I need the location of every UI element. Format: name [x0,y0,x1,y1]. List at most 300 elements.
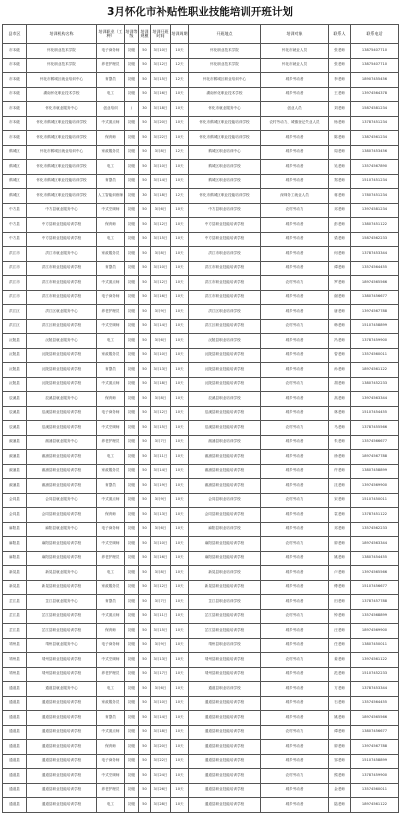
table-row [3,131,399,146]
cell-location: 洪江区职业技能培训学校 [189,319,261,334]
cell-occupation: 电工 [97,232,125,247]
cell-target: 怀化市就业人员 [261,44,329,59]
cell-start-date: 3月10日 [151,696,171,711]
cell-scale: 50 [139,725,151,740]
cell-start-date: 3月6日 [151,334,171,349]
cell-phone: 13574564455 [351,696,399,711]
cell-occupation: 电工 [97,450,125,465]
cell-contact: 高老师 [329,392,351,407]
cell-scale: 50 [139,435,151,450]
cell-occupation: 中式烹调师 [97,653,125,668]
cell-duration: 10天 [171,653,189,668]
cell-level: 初级 [125,435,139,450]
cell-location: 湖南怀化职业技术学校 [189,87,261,102]
cell-phone: 13807450011 [351,638,399,653]
table-row [3,740,399,755]
cell-target: 城乡劳动者 [261,522,329,537]
cell-scale: 50 [139,798,151,813]
cell-duration: 10天 [171,174,189,189]
table-row [3,203,399,218]
cell-contact: 胡老师 [329,377,351,392]
cell-target: 城乡劳动者 [261,73,329,88]
cell-scale: 50 [139,783,151,798]
cell-target: 农村劳动力 [261,276,329,291]
cell-duration: 10天 [171,435,189,450]
table-row [3,102,399,117]
cell-start-date: 3月14日 [151,174,171,189]
cell-location: 洪江市职业技能培训学校 [189,290,261,305]
cell-start-date: 3月14日 [151,711,171,726]
cell-institution: 怀化市鹤城区就业培训中心 [27,145,97,160]
cell-phone: 13787459900 [351,769,399,784]
cell-institution: 沅陵县职业技能培训学校 [27,377,97,392]
cell-duration: 10天 [171,508,189,523]
cell-county: 新晃县 [3,580,27,595]
cell-occupation: 育婴员 [97,595,125,610]
cell-start-date: 3月11日 [151,450,171,465]
cell-scale: 50 [139,145,151,160]
cell-start-date: 3月12日 [151,276,171,291]
cell-phone: 13974563344 [351,392,399,407]
cell-target: 城乡劳动者 [261,305,329,320]
cell-county: 溆浦县 [3,435,27,450]
cell-location: 芷江县职业技能培训学校 [189,609,261,624]
table-row [3,754,399,769]
header-phone: 联系电话 [351,25,399,44]
cell-county: 辰溪县 [3,392,27,407]
cell-duration: 10天 [171,363,189,378]
cell-occupation: 电工 [97,798,125,813]
cell-location: 新晃县职业技能培训学校 [189,580,261,595]
cell-duration: 10天 [171,696,189,711]
cell-scale: 50 [139,290,151,305]
table-row [3,551,399,566]
cell-scale: 50 [139,595,151,610]
cell-scale: 50 [139,754,151,769]
table-row [3,798,399,813]
cell-county: 靖州县 [3,638,27,653]
cell-institution: 溆浦县职业技能培训学校 [27,479,97,494]
cell-contact: 王老师 [329,87,351,102]
cell-scale: 50 [139,537,151,552]
cell-phone: 18974569900 [351,624,399,639]
cell-location: 麻阳县职业技能培训学校 [189,537,261,552]
cell-occupation: 养老护理员 [97,435,125,450]
cell-location: 鹤城区职业培训中心 [189,145,261,160]
cell-level: 初级 [125,145,139,160]
cell-location: 中方县职业技能培训学校 [189,218,261,233]
cell-contact: 郑老师 [329,174,351,189]
cell-occupation: 中式面点师 [97,609,125,624]
cell-phone: 13974561122 [351,653,399,668]
cell-institution: 湖南怀化职业技术学校 [27,87,97,102]
cell-duration: 10天 [171,406,189,421]
cell-start-date: 3月10日 [151,537,171,552]
cell-county: 溆浦县 [3,450,27,465]
cell-duration: 10天 [171,305,189,320]
cell-scale: 50 [139,508,151,523]
cell-contact: 邓老师 [329,522,351,537]
cell-start-date: 3月8日 [151,392,171,407]
header-occupation: 培训职业（工种） [97,25,125,44]
cell-county: 麻阳县 [3,537,27,552]
cell-occupation: 育婴员 [97,711,125,726]
cell-level: 初级 [125,580,139,595]
cell-duration: 10天 [171,319,189,334]
cell-level: 初级 [125,464,139,479]
cell-target: 城乡劳动者 [261,551,329,566]
cell-target: 农村劳动力 [261,421,329,436]
cell-level: 初级 [125,131,139,146]
cell-target: 城乡劳动者 [261,580,329,595]
cell-institution: 通道县职业技能培训学校 [27,754,97,769]
cell-location: 会同县职业技能培训学校 [189,508,261,523]
cell-location: 怀化职业技术学院 [189,44,261,59]
cell-start-date: 3月18日 [151,377,171,392]
cell-county: 通道县 [3,682,27,697]
cell-contact: 方老师 [329,682,351,697]
cell-occupation: 创业培训 [97,102,125,117]
cell-institution: 洪江市就业服务中心 [27,247,97,262]
cell-phone: 15107452233 [351,667,399,682]
cell-duration: 10天 [171,276,189,291]
cell-start-date: 3月10日 [151,160,171,175]
cell-county: 溆浦县 [3,479,27,494]
cell-location: 通道县职业技能培训学校 [189,798,261,813]
cell-occupation: 育婴员 [97,261,125,276]
table-row [3,276,399,291]
header-location: 开班地点 [189,25,261,44]
cell-institution: 通道县就业服务中心 [27,682,97,697]
cell-location: 芷江县职业培训学校 [189,595,261,610]
cell-institution: 通道县职业技能培训学校 [27,740,97,755]
cell-institution: 沅陵县职业技能培训学校 [27,348,97,363]
cell-institution: 芷江县职业技能培训学校 [27,624,97,639]
cell-level: 初级 [125,319,139,334]
cell-phone: 13807456677 [351,290,399,305]
cell-phone: 18907455456 [351,73,399,88]
cell-duration: 10天 [171,783,189,798]
cell-contact: 谭老师 [329,725,351,740]
cell-institution: 怀化市鹤城区职业技能培训学校 [27,189,97,204]
cell-contact: 宋老师 [329,493,351,508]
cell-level: 初级 [125,754,139,769]
cell-institution: 溆浦县职业技能培训学校 [27,450,97,465]
table-row [3,58,399,73]
cell-duration: 12天 [171,58,189,73]
header-level: 培训等级 [125,25,139,44]
cell-contact: 梁老师 [329,232,351,247]
table-row [3,580,399,595]
cell-county: 通道县 [3,696,27,711]
cell-start-date: 3月24日 [151,769,171,784]
header-target: 培训对象 [261,25,329,44]
cell-county: 芷江县 [3,609,27,624]
cell-occupation: 中式烹调师 [97,769,125,784]
cell-contact: 何老师 [329,247,351,262]
cell-phone: 15107454455 [351,406,399,421]
cell-target: 城乡劳动者 [261,754,329,769]
table-row [3,479,399,494]
cell-level: 初级 [125,638,139,653]
cell-institution: 怀化职业技术学院 [27,58,97,73]
cell-location: 通道县职业技能培训学校 [189,754,261,769]
header-institution: 培训机构名称 [27,25,97,44]
cell-duration: 10天 [171,609,189,624]
cell-scale: 50 [139,479,151,494]
cell-county: 靖州县 [3,667,27,682]
cell-location: 新晃县职业培训学校 [189,566,261,581]
cell-start-date: 3月15日 [151,421,171,436]
table-row [3,566,399,581]
cell-contact: 钟老师 [329,609,351,624]
cell-contact: 唐老师 [329,305,351,320]
cell-target: 城乡劳动者 [261,334,329,349]
cell-contact: 刘老师 [329,102,351,117]
cell-phone: 13787451234 [351,116,399,131]
cell-start-date: 3月6日 [151,203,171,218]
cell-scale: 50 [139,711,151,726]
cell-location: 通道县职业技能培训学校 [189,740,261,755]
cell-occupation: 电工 [97,682,125,697]
table-row [3,363,399,378]
cell-occupation: 中式烹调师 [97,421,125,436]
cell-county: 市本级 [3,44,27,59]
cell-phone: 15107456677 [351,580,399,595]
cell-phone: 13974567788 [351,740,399,755]
cell-start-date: 3月8日 [151,145,171,160]
header-row [3,25,399,44]
table-row [3,609,399,624]
cell-institution: 溆浦县就业服务中心 [27,435,97,450]
cell-duration: 10天 [171,450,189,465]
table-row [3,305,399,320]
cell-county: 辰溪县 [3,421,27,436]
cell-duration: 10天 [171,566,189,581]
cell-institution: 洪江市职业技能培训学校 [27,276,97,291]
cell-level: 初级 [125,682,139,697]
cell-target: 城乡劳动者 [261,247,329,262]
cell-duration: 10天 [171,754,189,769]
cell-level: 初级 [125,305,139,320]
cell-start-date: 3月7日 [151,435,171,450]
cell-level: 初级 [125,232,139,247]
cell-phone: 13875407710 [351,58,399,73]
cell-scale: 50 [139,276,151,291]
cell-level: 初级 [125,653,139,668]
cell-contact: 许老师 [329,464,351,479]
cell-institution: 中方县职业技能培训学校 [27,218,97,233]
cell-location: 通道县职业培训学校 [189,682,261,697]
cell-contact: 孙老师 [329,363,351,378]
cell-occupation: 养老护理员 [97,783,125,798]
cell-scale: 50 [139,377,151,392]
cell-occupation: 育婴员 [97,174,125,189]
cell-scale: 50 [139,232,151,247]
cell-scale: 50 [139,566,151,581]
cell-contact: 杨老师 [329,116,351,131]
table-row [3,290,399,305]
cell-phone: 15107451234 [351,174,399,189]
cell-phone: 13807451122 [351,218,399,233]
cell-institution: 芷江县就业服务中心 [27,595,97,610]
cell-level: 初级 [125,450,139,465]
cell-county: 沅陵县 [3,363,27,378]
table-row [3,595,399,610]
cell-level: 初级 [125,189,139,204]
cell-target: 城乡劳动者 [261,174,329,189]
cell-start-date: 3月26日 [151,783,171,798]
cell-county: 通道县 [3,740,27,755]
cell-start-date: 3月12日 [151,58,171,73]
cell-level: 初级 [125,348,139,363]
cell-contact: 罗老师 [329,276,351,291]
cell-target: 城乡劳动者 [261,261,329,276]
cell-duration: 10天 [171,290,189,305]
cell-phone: 13787453344 [351,247,399,262]
cell-level: 初级 [125,537,139,552]
cell-institution: 会同县职业技能培训学校 [27,508,97,523]
cell-occupation: 家政服务员 [97,464,125,479]
table-row [3,522,399,537]
table-row [3,653,399,668]
cell-occupation: 保育师 [97,740,125,755]
cell-start-date: 3月14日 [151,319,171,334]
cell-target: 农村劳动力、城镇登记失业人员 [261,116,329,131]
cell-level: 初级 [125,174,139,189]
cell-county: 沅陵县 [3,348,27,363]
cell-scale: 50 [139,551,151,566]
cell-target: 农村劳动力 [261,319,329,334]
header-contact: 联系人 [329,25,351,44]
table-body [3,44,399,813]
cell-scale: 50 [139,363,151,378]
cell-occupation: 保育师 [97,218,125,233]
cell-occupation: 电子商务师 [97,754,125,769]
cell-institution: 通道县职业技能培训学校 [27,769,97,784]
cell-occupation: 电子商务师 [97,522,125,537]
cell-level: 初级 [125,87,139,102]
cell-start-date: 3月18日 [151,725,171,740]
cell-county: 新晃县 [3,566,27,581]
cell-contact: 谭老师 [329,261,351,276]
cell-level: 初级 [125,218,139,233]
cell-level: 初级 [125,595,139,610]
cell-phone: 18974567788 [351,450,399,465]
cell-start-date: 3月15日 [151,232,171,247]
cell-contact: 蒋老师 [329,189,351,204]
cell-start-date: 3月20日 [151,740,171,755]
cell-location: 沅陵县职业技能培训学校 [189,377,261,392]
cell-duration: 12天 [171,145,189,160]
cell-scale: 50 [139,464,151,479]
cell-level: 初级 [125,667,139,682]
table-row [3,638,399,653]
cell-location: 辰溪县职业技能培训学校 [189,406,261,421]
cell-target: 城乡劳动者 [261,435,329,450]
cell-target: 城乡劳动者 [261,667,329,682]
cell-duration: 10天 [171,334,189,349]
cell-phone: 13974581234 [351,203,399,218]
cell-county: 洪江市 [3,247,27,262]
cell-location: 辰溪县职业培训学校 [189,392,261,407]
table-row [3,232,399,247]
cell-contact: 汪老师 [329,624,351,639]
table-row [3,261,399,276]
cell-start-date: 3月15日 [151,624,171,639]
cell-location: 沅陵县职业培训学校 [189,334,261,349]
cell-occupation: 育婴员 [97,363,125,378]
cell-phone: 13807458899 [351,464,399,479]
training-plan-table [2,24,399,813]
cell-contact: 马老师 [329,421,351,436]
cell-duration: 10天 [171,798,189,813]
cell-level: 初级 [125,769,139,784]
cell-contact: 石老师 [329,696,351,711]
cell-start-date: 3月20日 [151,116,171,131]
cell-start-date: 3月11日 [151,609,171,624]
cell-scale: 50 [139,160,151,175]
cell-institution: 新晃县职业技能培训学校 [27,580,97,595]
cell-duration: 10天 [171,667,189,682]
cell-target: 城乡劳动者 [261,682,329,697]
cell-target: 城乡劳动者 [261,479,329,494]
cell-level: 初级 [125,421,139,436]
cell-scale: 50 [139,522,151,537]
cell-institution: 通道县职业技能培训学校 [27,711,97,726]
table-row [3,377,399,392]
cell-county: 靖州县 [3,653,27,668]
cell-county: 通道县 [3,754,27,769]
cell-target: 城乡劳动者 [261,696,329,711]
cell-duration: 10天 [171,740,189,755]
cell-scale: 50 [139,580,151,595]
cell-start-date: 3月28日 [151,798,171,813]
table-row [3,44,399,59]
cell-institution: 新晃县就业服务中心 [27,566,97,581]
cell-start-date: 3月19日 [151,479,171,494]
cell-occupation: 电子商务师 [97,44,125,59]
cell-county: 洪江市 [3,261,27,276]
cell-start-date: 3月7日 [151,595,171,610]
cell-institution: 靖州县职业技能培训学校 [27,653,97,668]
table-row [3,783,399,798]
cell-institution: 辰溪县职业技能培训学校 [27,406,97,421]
cell-duration: 10天 [171,232,189,247]
cell-occupation: 电子商务师 [97,638,125,653]
cell-start-date: 3月22日 [151,131,171,146]
table-row [3,334,399,349]
cell-contact: 邓老师 [329,203,351,218]
cell-start-date: 3月9日 [151,305,171,320]
cell-institution: 会同县就业服务中心 [27,493,97,508]
cell-contact: 任老师 [329,638,351,653]
cell-occupation: 育婴员 [97,479,125,494]
cell-level: 初级 [125,624,139,639]
cell-contact: 姜老师 [329,653,351,668]
cell-location: 通道县职业技能培训学校 [189,783,261,798]
cell-level: 初级 [125,73,139,88]
cell-target: 城乡劳动者 [261,218,329,233]
cell-occupation: 养老护理员 [97,305,125,320]
cell-scale: 50 [139,131,151,146]
cell-scale: 50 [139,305,151,320]
cell-contact: 张老师 [329,58,351,73]
cell-occupation: 电工 [97,160,125,175]
cell-duration: 10天 [171,203,189,218]
table-row [3,696,399,711]
cell-level: 初级 [125,479,139,494]
